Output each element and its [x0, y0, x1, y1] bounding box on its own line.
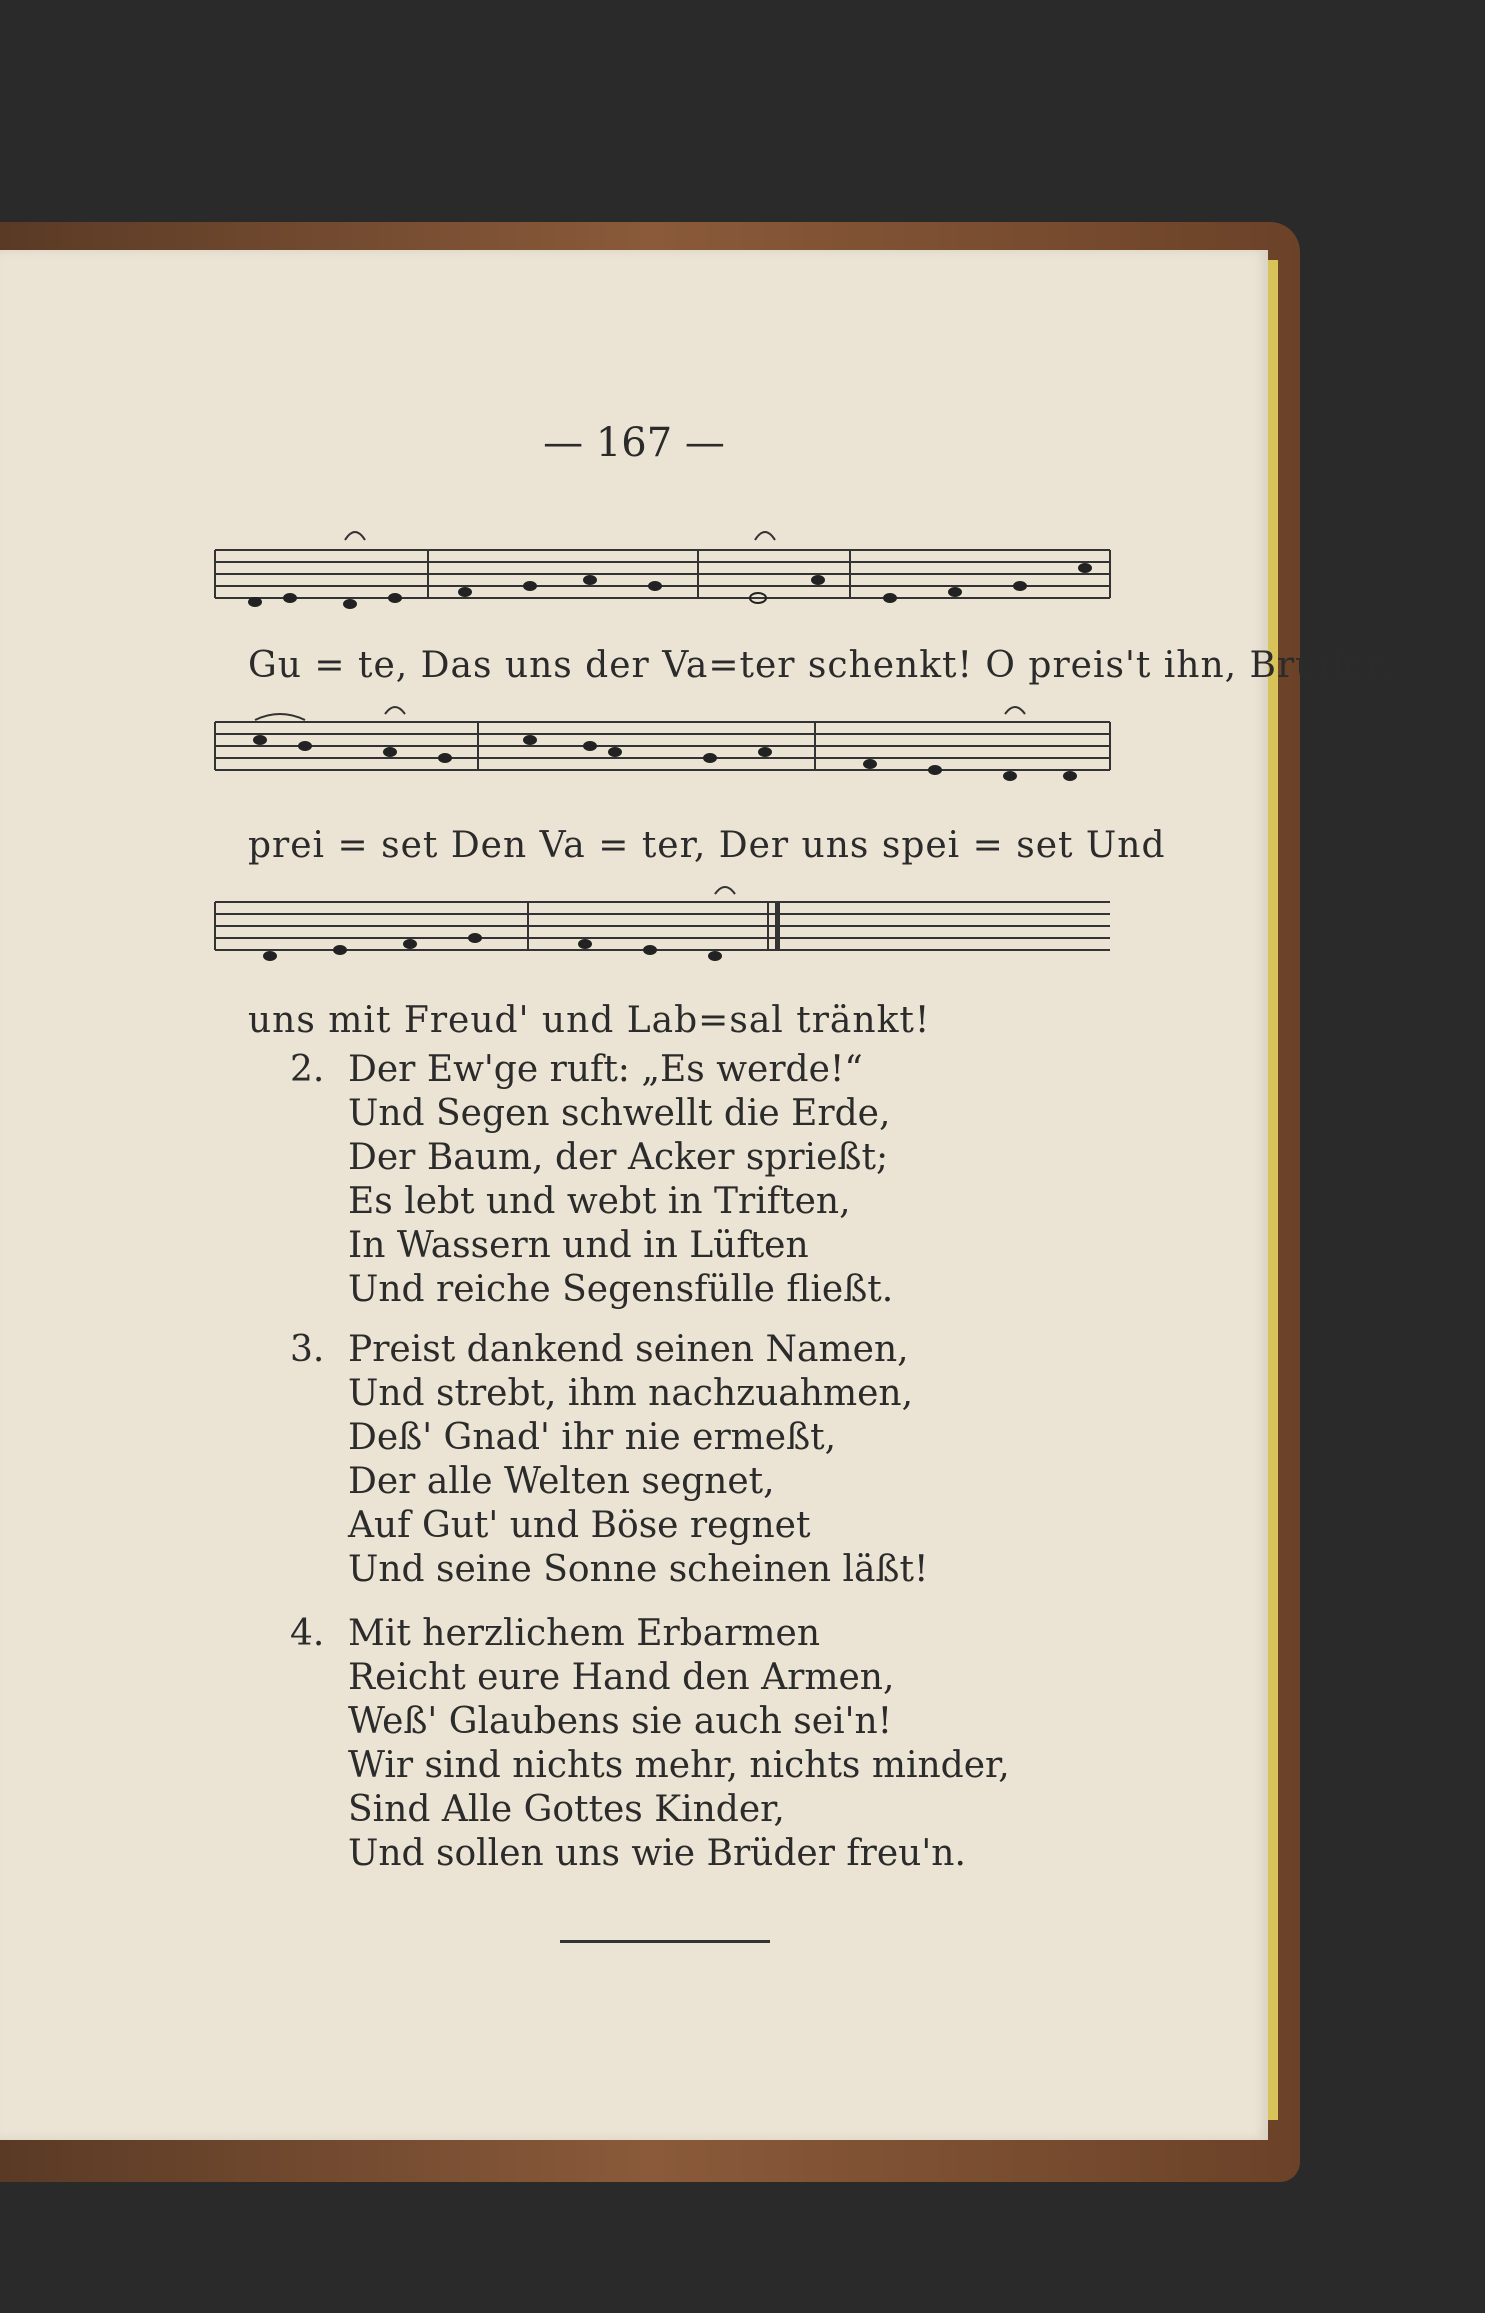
lyric-line-3: uns mit Freud' und Lab=sal tränkt! [248, 1000, 931, 1041]
stanza-number: 4. [290, 1613, 325, 1654]
verse-line: Und seine Sonne scheinen läßt! [348, 1549, 929, 1590]
verse-line: Der Baum, der Acker sprießt; [348, 1137, 889, 1178]
verse-line: Sind Alle Gottes Kinder, [348, 1789, 785, 1830]
verse-line: In Wassern und in Lüften [348, 1225, 809, 1266]
lyric-line-1: Gu = te, Das uns der Va=ter schenkt! O preis't ihn, Brüder, [248, 645, 1393, 686]
music-staff-2 [210, 700, 1115, 810]
verse-line: Und strebt, ihm nachzuahmen, [348, 1373, 914, 1414]
gilt-edge [1268, 260, 1278, 2120]
verse-line: Und reiche Segensfülle fließt. [348, 1269, 894, 1310]
verse-line: Wir sind nichts mehr, nichts minder, [348, 1745, 1010, 1786]
stanza-4 [290, 1612, 1010, 1876]
stanza-2 [290, 1048, 893, 1312]
lyric-line-2: prei = set Den Va = ter, Der uns spei = set Und [248, 825, 1166, 866]
music-staff-3 [210, 880, 1115, 990]
page-number: — 167 — [543, 420, 725, 466]
verse-line: Weß' Glaubens sie auch sei'n! [348, 1701, 893, 1742]
music-staff-1 [210, 520, 1115, 630]
stanza-number: 2. [290, 1049, 325, 1090]
verse-line: Deß' Gnad' ihr nie ermeßt, [348, 1417, 837, 1458]
verse-line: Auf Gut' und Böse regnet [348, 1505, 811, 1546]
stanza-number: 3. [290, 1329, 325, 1370]
verse-line: Mit herzlichem Erbarmen [348, 1613, 821, 1654]
end-divider [560, 1940, 770, 1943]
verse-line: Reicht eure Hand den Armen, [348, 1657, 895, 1698]
verse-line: Und sollen uns wie Brüder freu'n. [348, 1833, 966, 1874]
stanza-3 [290, 1328, 928, 1592]
verse-line: Der Ew'ge ruft: „Es werde!“ [348, 1049, 863, 1090]
verse-line: Und Segen schwellt die Erde, [348, 1093, 891, 1134]
verse-line: Es lebt und webt in Triften, [348, 1181, 851, 1222]
verse-line: Der alle Welten segnet, [348, 1461, 775, 1502]
verse-line: Preist dankend seinen Namen, [348, 1329, 909, 1370]
